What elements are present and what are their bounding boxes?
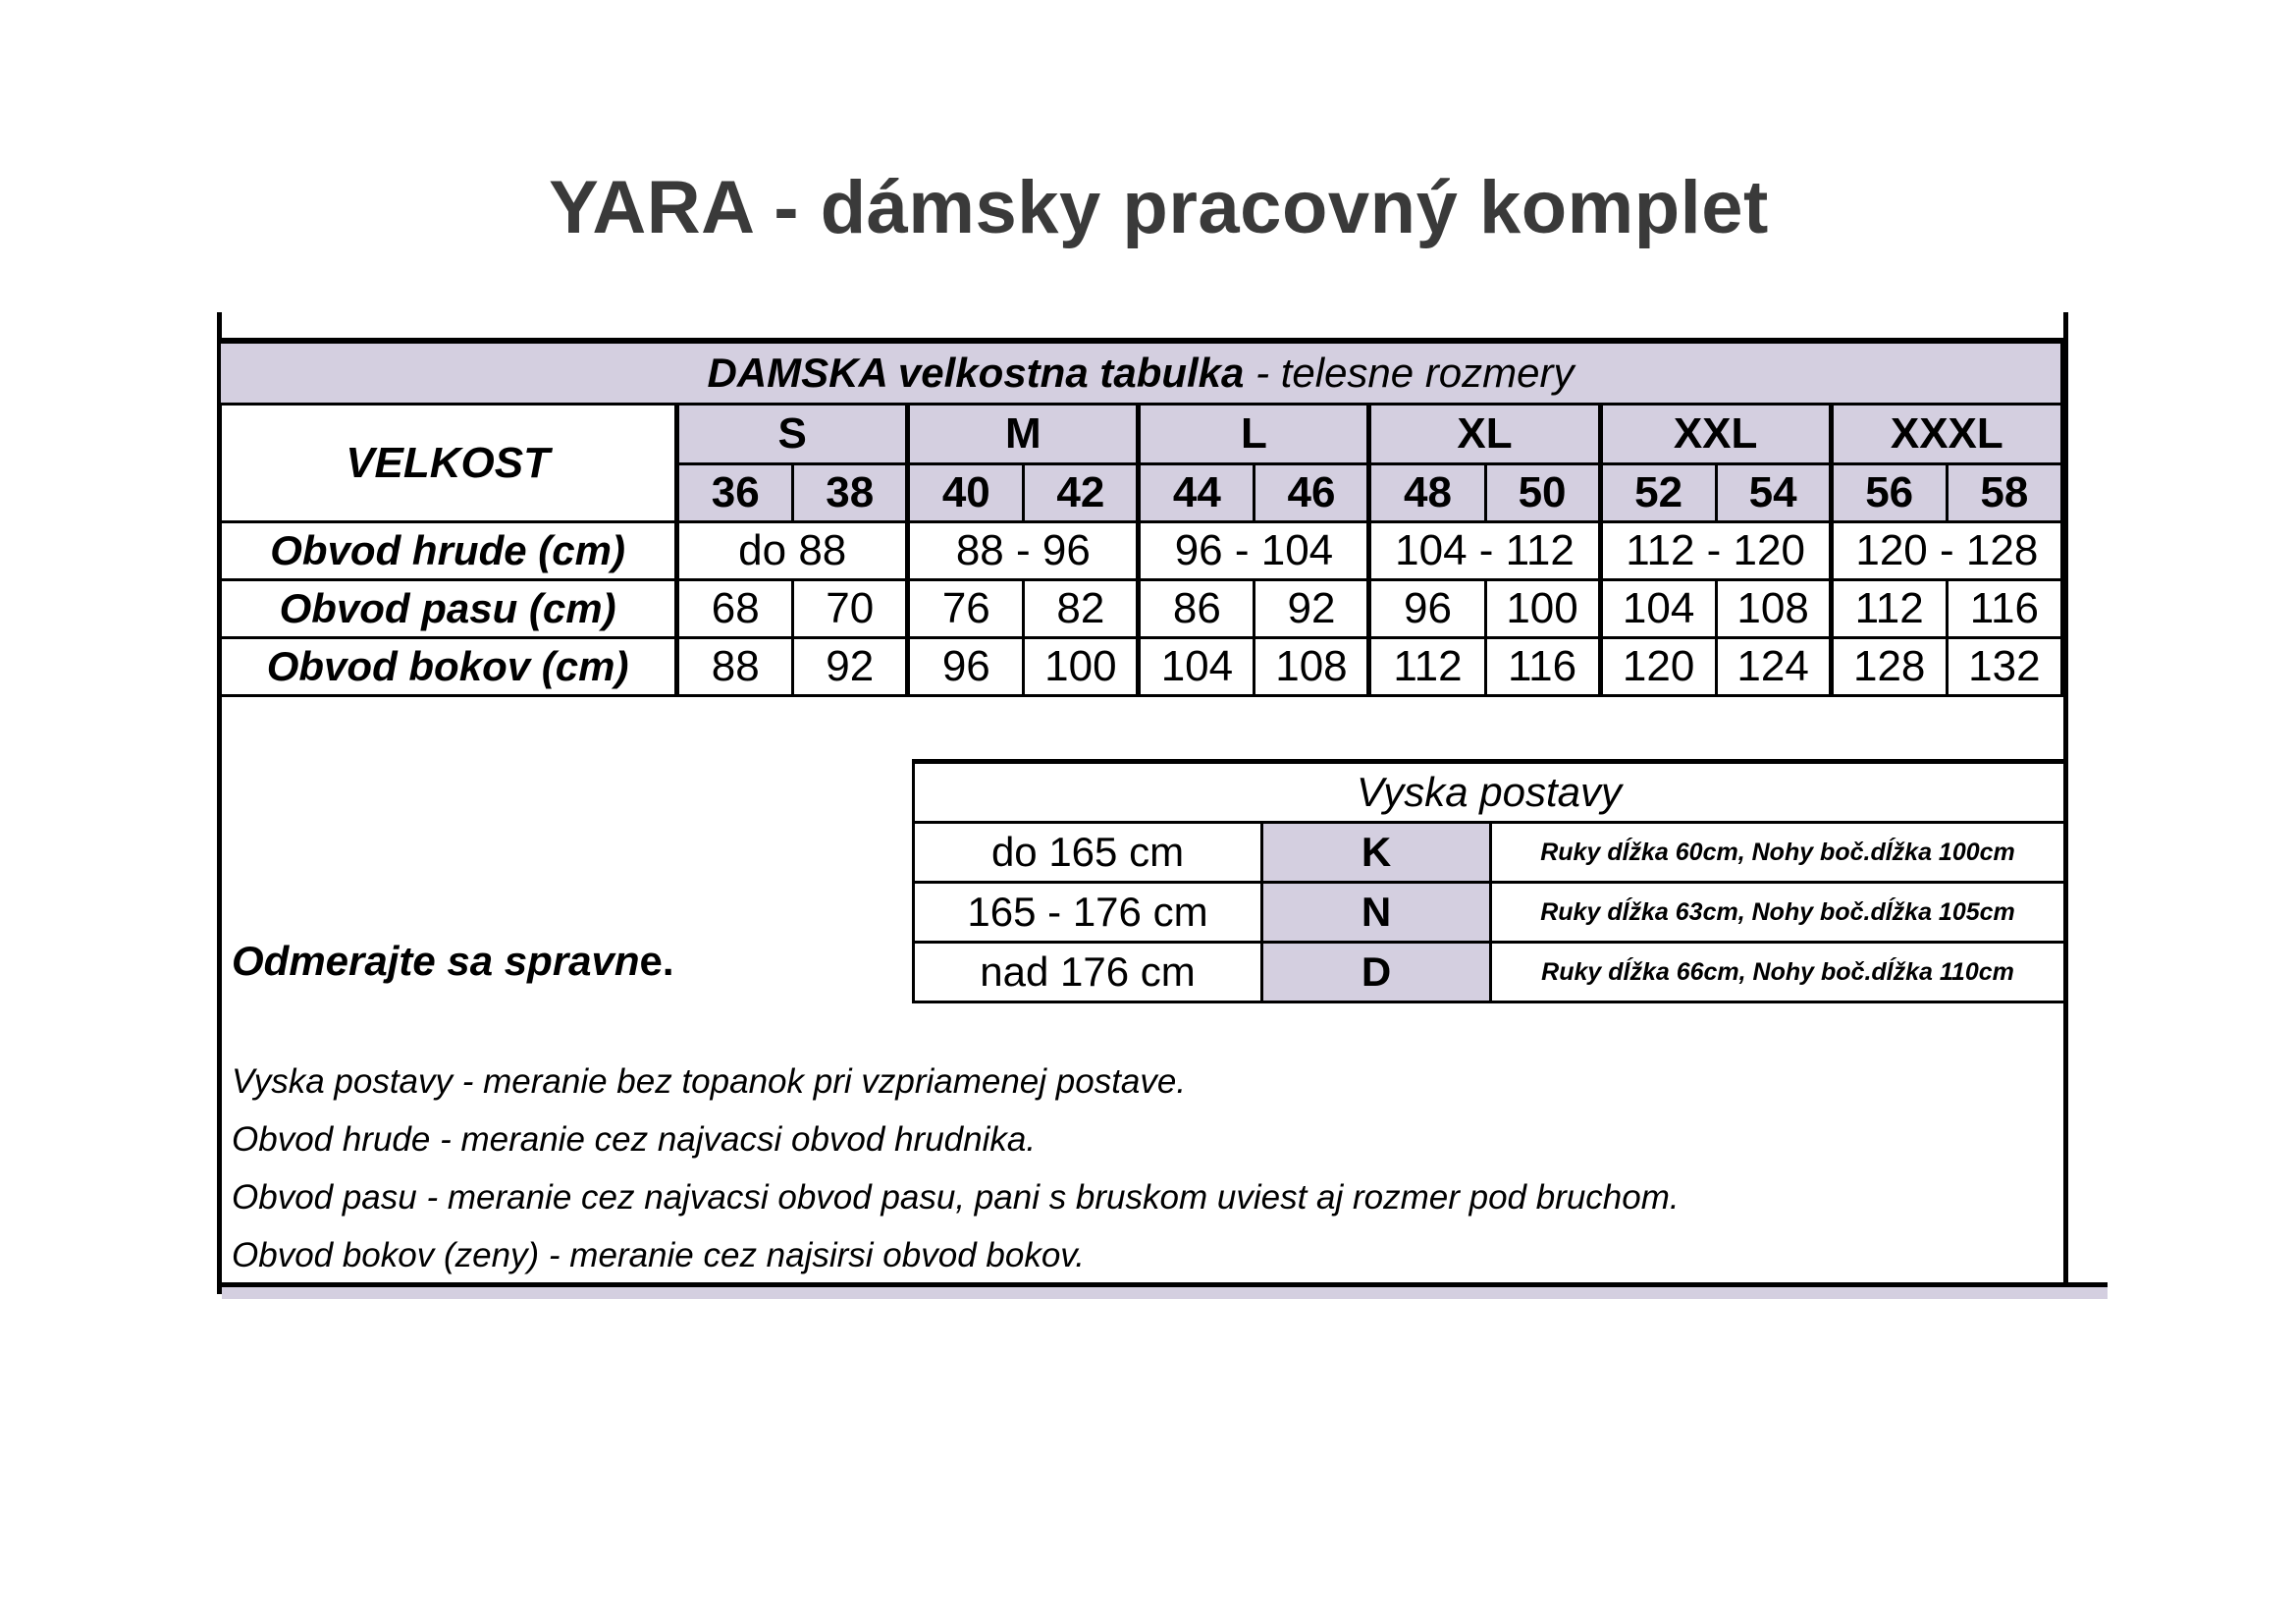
size-number: 54 — [1716, 464, 1831, 522]
waist-value: 108 — [1716, 580, 1831, 638]
measure-heading-tail: e. — [639, 938, 674, 984]
waist-value: 82 — [1024, 580, 1139, 638]
waist-value: 96 — [1369, 580, 1485, 638]
height-code: N — [1262, 883, 1491, 943]
velkost-label: VELKOST — [220, 405, 677, 522]
size-number: 52 — [1600, 464, 1716, 522]
measure-heading — [232, 938, 674, 985]
length-note: Ruky dĺžka 66cm, Nohy boč.dĺžka 110cm — [1491, 943, 2065, 1002]
chest-value: 96 - 104 — [1139, 522, 1369, 580]
size-header: XL — [1369, 405, 1600, 464]
size-number: 58 — [1947, 464, 2061, 522]
page-title: YARA - dámsky pracovný komplet — [549, 166, 1769, 249]
hips-value: 128 — [1831, 638, 1947, 696]
size-table-title-sub: - telesne rozmery — [1255, 350, 1575, 396]
frame-bottom-shadow — [222, 1287, 2108, 1299]
size-number: 36 — [677, 464, 793, 522]
instruction-line: Obvod bokov (zeny) - meranie cez najsirsi obvod bokov. — [232, 1236, 1085, 1274]
height-range: do 165 cm — [914, 823, 1262, 883]
hips-value: 132 — [1947, 638, 2061, 696]
size-header: S — [677, 405, 908, 464]
chest-value: 112 - 120 — [1600, 522, 1831, 580]
chest-value: 88 - 96 — [908, 522, 1139, 580]
hips-value: 104 — [1139, 638, 1255, 696]
size-number: 42 — [1024, 464, 1139, 522]
hips-value: 88 — [677, 638, 793, 696]
row-label: Obvod hrude (cm) — [220, 522, 677, 580]
instruction-line: Vyska postavy - meranie bez topanok pri vzpriamenej postave. — [232, 1062, 1187, 1101]
size-header: XXXL — [1831, 405, 2061, 464]
table-row-waist — [220, 580, 2062, 638]
waist-value: 68 — [677, 580, 793, 638]
waist-value: 116 — [1947, 580, 2061, 638]
row-label: Obvod pasu (cm) — [220, 580, 677, 638]
size-number: 56 — [1831, 464, 1947, 522]
size-header: M — [908, 405, 1139, 464]
size-number: 44 — [1139, 464, 1255, 522]
table-row-hips — [220, 638, 2062, 696]
table-row-chest — [220, 522, 2062, 580]
height-code: D — [1262, 943, 1491, 1002]
hips-value: 96 — [908, 638, 1024, 696]
hips-value: 120 — [1600, 638, 1716, 696]
length-note: Ruky dĺžka 63cm, Nohy boč.dĺžka 105cm — [1491, 883, 2065, 943]
instruction-line: Obvod pasu - meranie cez najvacsi obvod pasu, pani s bruskom uviest aj rozmer pod bruchom. — [232, 1178, 1680, 1217]
size-table-title-main: DAMSKA velkostna tabulka — [707, 350, 1245, 396]
height-table — [912, 759, 2066, 1003]
hips-value: 92 — [793, 638, 908, 696]
height-row — [914, 883, 2065, 943]
height-code: K — [1262, 823, 1491, 883]
chest-value: 104 - 112 — [1369, 522, 1600, 580]
waist-value: 70 — [793, 580, 908, 638]
height-range: nad 176 cm — [914, 943, 1262, 1002]
row-label: Obvod bokov (cm) — [220, 638, 677, 696]
measure-heading-main: Odmerajte sa spravn — [232, 938, 640, 984]
size-number: 38 — [793, 464, 908, 522]
size-table-title — [220, 341, 2062, 405]
height-table-title: Vyska postavy — [914, 762, 2065, 823]
size-number: 48 — [1369, 464, 1485, 522]
waist-value: 86 — [1139, 580, 1255, 638]
size-number: 50 — [1485, 464, 1600, 522]
instruction-line: Obvod hrude - meranie cez najvacsi obvod hrudnika. — [232, 1120, 1037, 1159]
size-number: 46 — [1255, 464, 1369, 522]
size-header: XXL — [1600, 405, 1831, 464]
hips-value: 112 — [1369, 638, 1485, 696]
waist-value: 76 — [908, 580, 1024, 638]
size-table — [218, 338, 2063, 697]
chest-value: 120 - 128 — [1831, 522, 2061, 580]
waist-value: 92 — [1255, 580, 1369, 638]
waist-value: 112 — [1831, 580, 1947, 638]
chest-value: do 88 — [677, 522, 908, 580]
size-header: L — [1139, 405, 1369, 464]
height-range: 165 - 176 cm — [914, 883, 1262, 943]
hips-value: 124 — [1716, 638, 1831, 696]
waist-value: 104 — [1600, 580, 1716, 638]
waist-value: 100 — [1485, 580, 1600, 638]
hips-value: 116 — [1485, 638, 1600, 696]
height-row — [914, 823, 2065, 883]
hips-value: 108 — [1255, 638, 1369, 696]
hips-value: 100 — [1024, 638, 1139, 696]
length-note: Ruky dĺžka 60cm, Nohy boč.dĺžka 100cm — [1491, 823, 2065, 883]
size-number: 40 — [908, 464, 1024, 522]
height-row — [914, 943, 2065, 1002]
